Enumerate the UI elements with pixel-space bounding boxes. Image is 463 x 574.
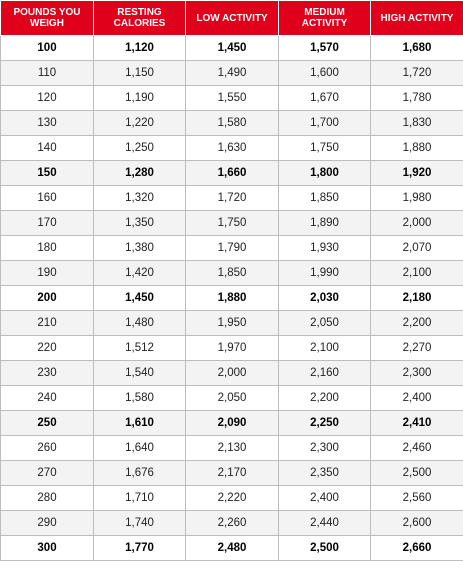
weight-cell: 120 — [1, 86, 94, 111]
medium-activity-cell: 1,700 — [279, 111, 371, 136]
table-row — [1, 286, 463, 311]
resting-calories-cell: 1,220 — [94, 111, 186, 136]
table-row — [1, 536, 463, 561]
resting-calories-cell: 1,740 — [94, 511, 186, 536]
weight-cell: 300 — [1, 536, 94, 561]
weight-cell: 190 — [1, 261, 94, 286]
high-activity-cell: 2,270 — [371, 336, 463, 361]
table-row — [1, 461, 463, 486]
high-activity-cell: 2,180 — [371, 286, 463, 311]
table-row — [1, 336, 463, 361]
medium-activity-cell: 2,030 — [279, 286, 371, 311]
table-header — [1, 1, 463, 36]
weight-cell: 240 — [1, 386, 94, 411]
header-medium-activity: MEDIUM ACTIVITY — [279, 1, 371, 36]
weight-cell: 130 — [1, 111, 94, 136]
medium-activity-cell: 1,800 — [279, 161, 371, 186]
table-row — [1, 361, 463, 386]
high-activity-cell: 2,100 — [371, 261, 463, 286]
high-activity-cell: 1,980 — [371, 186, 463, 211]
weight-cell: 180 — [1, 236, 94, 261]
high-activity-cell: 1,720 — [371, 61, 463, 86]
low-activity-cell: 1,850 — [186, 261, 279, 286]
low-activity-cell: 1,580 — [186, 111, 279, 136]
high-activity-cell: 2,400 — [371, 386, 463, 411]
high-activity-cell: 1,920 — [371, 161, 463, 186]
low-activity-cell: 1,750 — [186, 211, 279, 236]
medium-activity-cell: 1,670 — [279, 86, 371, 111]
low-activity-cell: 2,170 — [186, 461, 279, 486]
table-body — [1, 36, 463, 561]
table-row — [1, 136, 463, 161]
low-activity-cell: 2,130 — [186, 436, 279, 461]
high-activity-cell: 2,200 — [371, 311, 463, 336]
low-activity-cell: 2,050 — [186, 386, 279, 411]
medium-activity-cell: 2,300 — [279, 436, 371, 461]
low-activity-cell: 1,880 — [186, 286, 279, 311]
high-activity-cell: 2,300 — [371, 361, 463, 386]
header-pounds-you-weigh: POUNDS YOU WEIGH — [1, 1, 94, 36]
medium-activity-cell: 1,600 — [279, 61, 371, 86]
low-activity-cell: 2,220 — [186, 486, 279, 511]
weight-cell: 210 — [1, 311, 94, 336]
medium-activity-cell: 2,250 — [279, 411, 371, 436]
medium-activity-cell: 1,990 — [279, 261, 371, 286]
resting-calories-cell: 1,610 — [94, 411, 186, 436]
high-activity-cell: 2,560 — [371, 486, 463, 511]
medium-activity-cell: 2,050 — [279, 311, 371, 336]
resting-calories-cell: 1,280 — [94, 161, 186, 186]
weight-cell: 140 — [1, 136, 94, 161]
low-activity-cell: 2,000 — [186, 361, 279, 386]
header-row — [1, 1, 463, 36]
medium-activity-cell: 2,160 — [279, 361, 371, 386]
low-activity-cell: 1,720 — [186, 186, 279, 211]
high-activity-cell: 2,500 — [371, 461, 463, 486]
low-activity-cell: 2,260 — [186, 511, 279, 536]
resting-calories-cell: 1,150 — [94, 61, 186, 86]
low-activity-cell: 1,450 — [186, 36, 279, 61]
low-activity-cell: 1,550 — [186, 86, 279, 111]
table-row — [1, 86, 463, 111]
high-activity-cell: 2,460 — [371, 436, 463, 461]
high-activity-cell: 2,410 — [371, 411, 463, 436]
weight-cell: 150 — [1, 161, 94, 186]
table-row — [1, 386, 463, 411]
table-row — [1, 311, 463, 336]
resting-calories-cell: 1,250 — [94, 136, 186, 161]
weight-cell: 270 — [1, 461, 94, 486]
resting-calories-cell: 1,640 — [94, 436, 186, 461]
table-row — [1, 411, 463, 436]
weight-cell: 220 — [1, 336, 94, 361]
medium-activity-cell: 1,570 — [279, 36, 371, 61]
resting-calories-cell: 1,676 — [94, 461, 186, 486]
low-activity-cell: 1,970 — [186, 336, 279, 361]
low-activity-cell: 1,630 — [186, 136, 279, 161]
resting-calories-cell: 1,480 — [94, 311, 186, 336]
table-row — [1, 436, 463, 461]
resting-calories-cell: 1,320 — [94, 186, 186, 211]
weight-cell: 160 — [1, 186, 94, 211]
weight-cell: 260 — [1, 436, 94, 461]
resting-calories-cell: 1,380 — [94, 236, 186, 261]
low-activity-cell: 2,480 — [186, 536, 279, 561]
medium-activity-cell: 2,400 — [279, 486, 371, 511]
medium-activity-cell: 1,930 — [279, 236, 371, 261]
table-row — [1, 161, 463, 186]
resting-calories-cell: 1,580 — [94, 386, 186, 411]
resting-calories-cell: 1,420 — [94, 261, 186, 286]
table-row — [1, 36, 463, 61]
high-activity-cell: 2,070 — [371, 236, 463, 261]
resting-calories-cell: 1,120 — [94, 36, 186, 61]
high-activity-cell: 1,780 — [371, 86, 463, 111]
header-low-activity: LOW ACTIVITY — [186, 1, 279, 36]
header-resting-calories: RESTING CALORIES — [94, 1, 186, 36]
table-row — [1, 61, 463, 86]
high-activity-cell: 1,830 — [371, 111, 463, 136]
resting-calories-cell: 1,190 — [94, 86, 186, 111]
medium-activity-cell: 2,200 — [279, 386, 371, 411]
weight-cell: 200 — [1, 286, 94, 311]
table-row — [1, 236, 463, 261]
table-row — [1, 211, 463, 236]
high-activity-cell: 2,000 — [371, 211, 463, 236]
weight-cell: 110 — [1, 61, 94, 86]
low-activity-cell: 1,660 — [186, 161, 279, 186]
medium-activity-cell: 2,440 — [279, 511, 371, 536]
weight-cell: 100 — [1, 36, 94, 61]
medium-activity-cell: 1,850 — [279, 186, 371, 211]
weight-cell: 290 — [1, 511, 94, 536]
weight-cell: 170 — [1, 211, 94, 236]
medium-activity-cell: 2,500 — [279, 536, 371, 561]
resting-calories-cell: 1,770 — [94, 536, 186, 561]
table-row — [1, 186, 463, 211]
table-row — [1, 261, 463, 286]
resting-calories-cell: 1,710 — [94, 486, 186, 511]
table-row — [1, 486, 463, 511]
high-activity-cell: 1,880 — [371, 136, 463, 161]
medium-activity-cell: 1,890 — [279, 211, 371, 236]
medium-activity-cell: 1,750 — [279, 136, 371, 161]
weight-cell: 250 — [1, 411, 94, 436]
low-activity-cell: 2,090 — [186, 411, 279, 436]
weight-cell: 280 — [1, 486, 94, 511]
high-activity-cell: 2,660 — [371, 536, 463, 561]
low-activity-cell: 1,490 — [186, 61, 279, 86]
table-row — [1, 111, 463, 136]
resting-calories-cell: 1,540 — [94, 361, 186, 386]
low-activity-cell: 1,950 — [186, 311, 279, 336]
weight-cell: 230 — [1, 361, 94, 386]
resting-calories-cell: 1,350 — [94, 211, 186, 236]
high-activity-cell: 1,680 — [371, 36, 463, 61]
resting-calories-cell: 1,450 — [94, 286, 186, 311]
medium-activity-cell: 2,100 — [279, 336, 371, 361]
header-high-activity: HIGH ACTIVITY — [371, 1, 463, 36]
high-activity-cell: 2,600 — [371, 511, 463, 536]
medium-activity-cell: 2,350 — [279, 461, 371, 486]
resting-calories-cell: 1,512 — [94, 336, 186, 361]
low-activity-cell: 1,790 — [186, 236, 279, 261]
table-row — [1, 511, 463, 536]
